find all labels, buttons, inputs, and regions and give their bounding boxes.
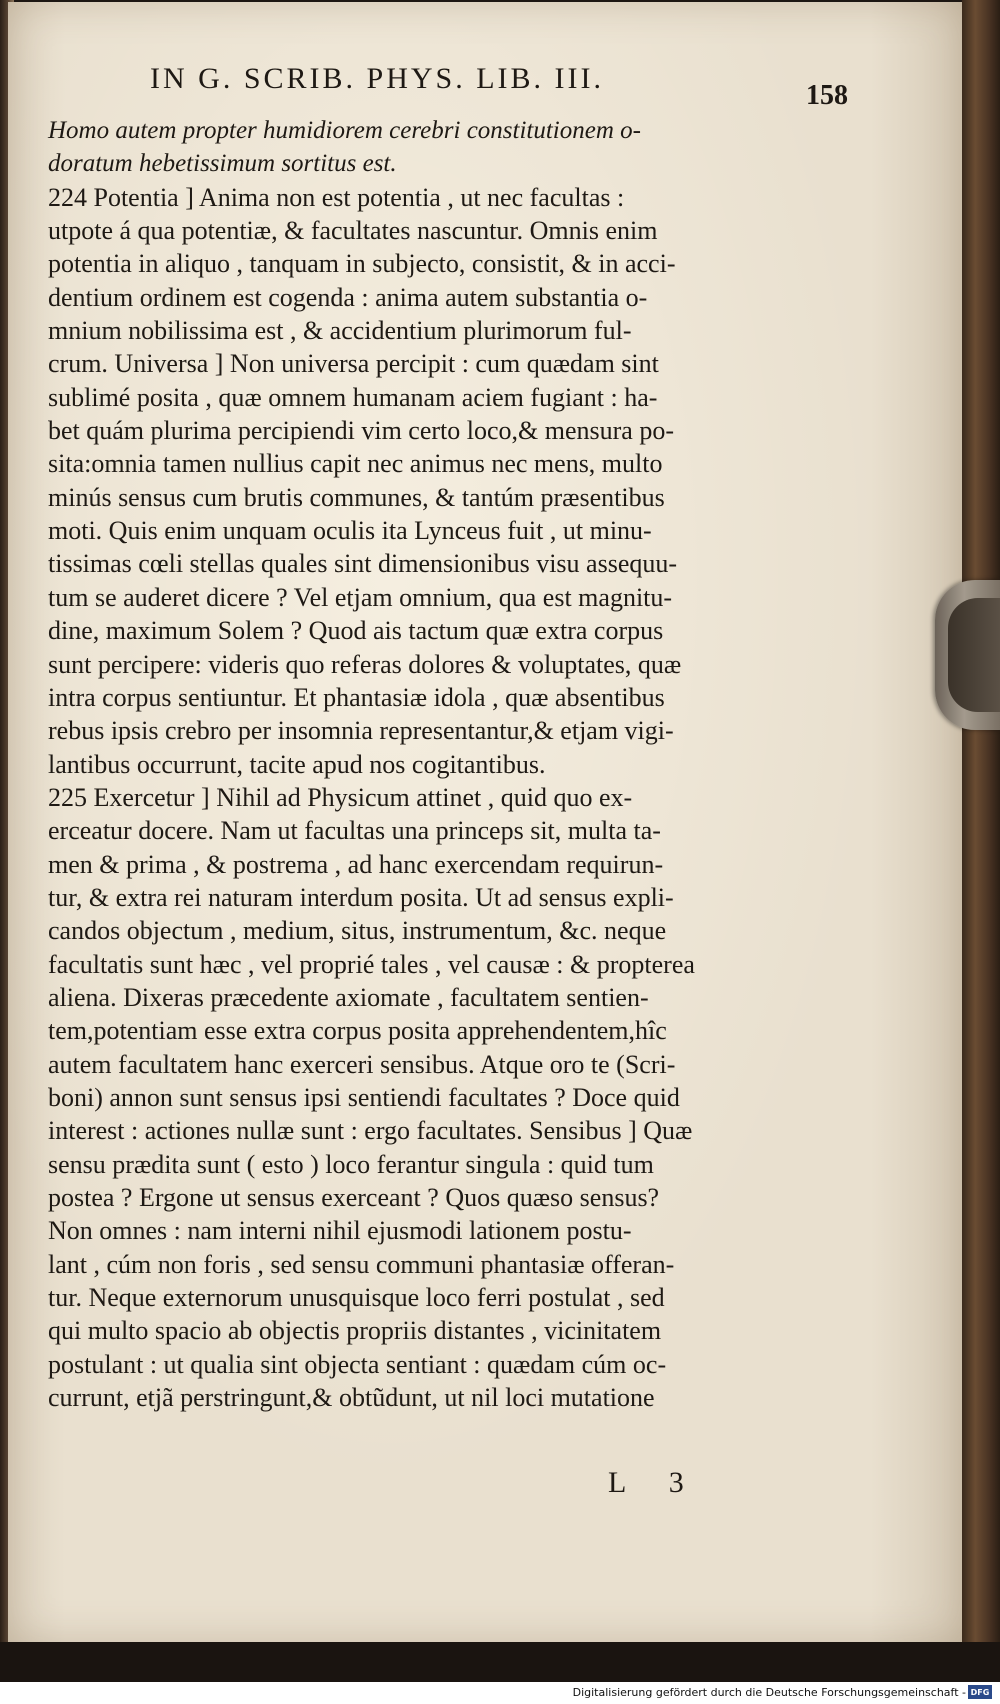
text-line: boni) annon sunt sensus ipsi sentiendi facultates ? Doce quid [48,1082,680,1112]
text-line: erceatur docere. Nam ut facultas una princeps sit, multa ta- [48,816,661,846]
text-line: tum se auderet dicere ? Vel etjam omnium, qua est magnitu- [48,582,673,612]
text-line: postulant : ut qualia sint objecta sentiant : quædam cúm oc- [48,1349,667,1379]
text-line: facultatis sunt hæc , vel proprié tales , vel causæ : & propterea [48,949,695,979]
text-line: sita:omnia tamen nullius capit nec animus nec mens, multo [48,449,663,479]
text-line: 224 Potentia ] Anima non est potentia , ut nec facultas : [48,182,625,212]
text-line: interest : actiones nullæ sunt : ergo facultates. Sensibus ] Quæ [48,1116,693,1146]
text-line: tur. Neque externorum unusquisque loco ferri postulat , sed [48,1283,665,1313]
text-line: tissimas cœli stellas quales sint dimensionibus visu assequu- [48,549,678,579]
text-line: rebus ipsis crebro per insomnia representantur,& etjam vigi- [48,716,674,746]
footer-credit: Digitalisierung gefördert durch die Deutsche Forschungsgemeinschaft - [572,1686,966,1699]
text-line: tur, & extra rei naturam interdum posita. Ut ad sensus expli- [48,882,674,912]
text-line: 225 Exercetur ] Nihil ad Physicum attinet , quid quo ex- [48,782,633,812]
text-line: dine, maximum Solem ? Quod ais tactum quæ extra corpus [48,616,664,646]
text-line: dentium ordinem est cogenda : anima autem substantia o- [48,282,648,312]
running-head: IN G. SCRIB. PHYS. LIB. III. [150,62,605,95]
text-line: tem,potentiam esse extra corpus posita apprehendentem,hîc [48,1016,667,1046]
folio-number: 158 [806,80,848,111]
text-line: Non omnes : nam interni nihil ejusmodi lationem postu- [48,1216,632,1246]
text-line: aliena. Dixeras præcedente axiomate , facultatem sentien- [48,982,649,1012]
text-line: autem facultatem hanc exerceri sensibus. Atque oro te (Scri- [48,1049,676,1079]
text-line: minús sensus cum brutis communes, & tantúm præsentibus [48,482,665,512]
text-line: sensu prædita sunt ( esto ) loco ferantur singula : quid tum [48,1149,654,1179]
text-line: sunt percipere: videris quo referas dolores & voluptates, quæ [48,649,682,679]
clasp-inner [948,598,1000,712]
text-line: men & prima , & postrema , ad hanc exercendam requirun- [48,849,664,879]
text-line: postea ? Ergone ut sensus exerceant ? Quos quæso sensus? [48,1183,660,1212]
text-line: qui multo spacio ab objectis propriis distantes , vicinitatem [48,1316,662,1346]
text-line: lantibus occurrunt, tacite apud nos cogitantibus. [48,749,546,779]
text-line: potentia in aliquo , tanquam in subjecto, consistit, & in acci- [48,249,676,279]
text-line: candos objectum , medium, situs, instrumentum, &c. neque [48,916,667,946]
text-line: Homo autem propter humidiorem cerebri constitutionem o- [48,117,641,144]
text-line: crum. Universa ] Non universa percipit : cum quædam sint [48,349,659,379]
text-line: doratum hebetissimum sortitus est. [48,150,397,178]
signature-mark: L 3 [608,1466,702,1499]
text-line: moti. Quis enim unquam oculis ita Lynceus fuit , ut minu- [48,516,652,546]
text-line: utpote á qua potentiæ, & facultates nascuntur. Omnis enim [48,216,658,246]
text-line: bet quám plurima percipiendi vim certo loco,& mensura po- [48,416,674,446]
book-binding [962,0,1000,1650]
text-line: sublimé posita , quæ omnem humanam aciem fugiant : ha- [48,382,658,412]
scan-bottom [0,1642,1000,1682]
text-line: lant , cúm non foris , sed sensu communi phantasiæ offeran- [48,1249,675,1279]
dfg-logo: DFG [968,1685,992,1699]
text-line: mnium nobilissima est , & accidentium plurimorum ful- [48,316,632,346]
text-line: currunt, etjã perstringunt,& obtũdunt, ut nil loci mutatione [48,1383,655,1413]
text-line: intra corpus sentiuntur. Et phantasiæ idola , quæ absentibus [48,682,665,712]
page-text [48,114,838,1414]
